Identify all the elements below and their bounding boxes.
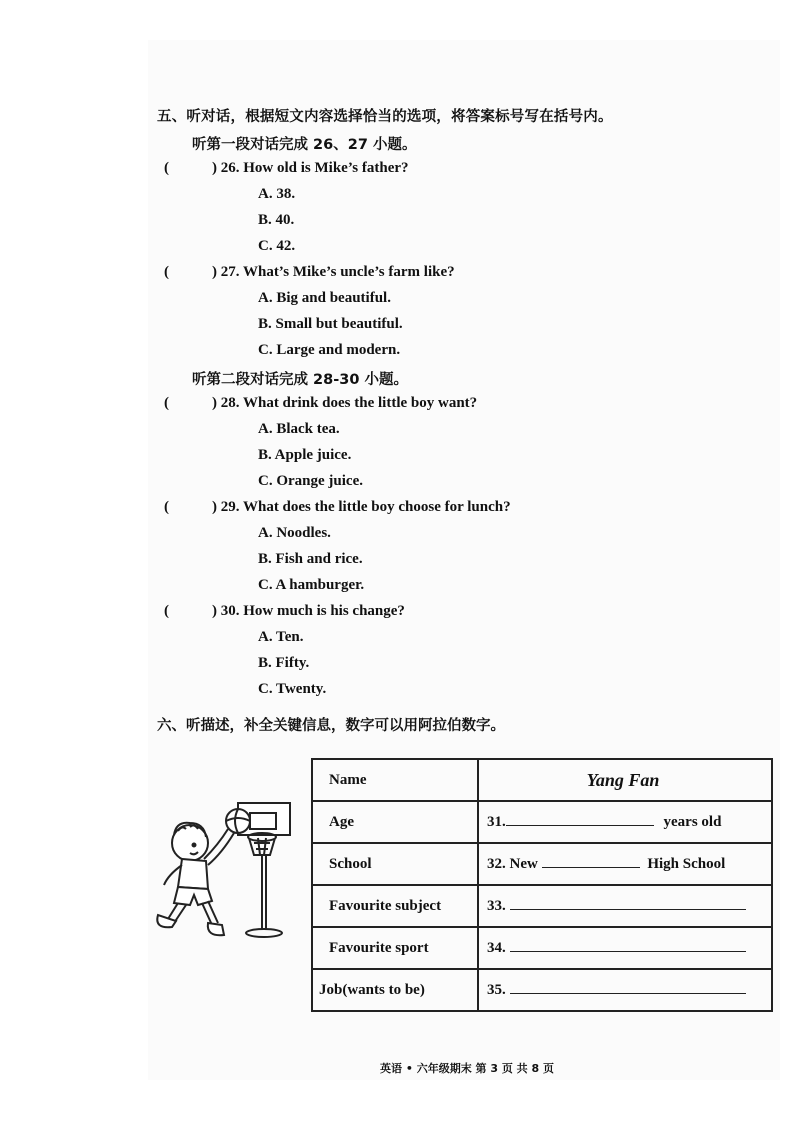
- option-a: A. 38.: [258, 186, 296, 202]
- sport-blank[interactable]: [510, 939, 746, 952]
- question-text: ) 29. What does the little boy choose for lunch?: [212, 499, 511, 515]
- school-suffix: High School: [647, 856, 726, 872]
- option-a: A. Ten.: [258, 629, 304, 645]
- option-c: C. A hamburger.: [258, 577, 365, 593]
- table-row: [312, 927, 772, 969]
- job-label: Job(wants to be): [312, 969, 478, 1011]
- school-blank[interactable]: [542, 855, 640, 868]
- sport-cell: [478, 927, 772, 969]
- table-row: [312, 843, 772, 885]
- section5-title: 五、听对话，根据短文内容选择恰当的选项，将答案标号写在括号内。: [157, 109, 613, 125]
- table-row: [312, 969, 772, 1011]
- answer-bracket[interactable]: (: [164, 603, 169, 619]
- answer-bracket[interactable]: (: [164, 395, 169, 411]
- school-cell: [478, 843, 772, 885]
- job-cell: [478, 969, 772, 1011]
- sport-label: Favourite sport: [312, 927, 478, 969]
- page-footer: 英语 • 六年级期末 第 3 页 共 8 页: [380, 1062, 554, 1075]
- option-c: C. 42.: [258, 238, 296, 254]
- table-row: [312, 801, 772, 843]
- question-text: ) 28. What drink does the little boy want?: [212, 395, 478, 411]
- option-c: C. Orange juice.: [258, 473, 363, 489]
- section6-title: 六、听描述，补全关键信息，数字可以用阿拉伯数字。: [157, 718, 505, 734]
- part2-title: 听第二段对话完成 28-30 小题。: [192, 372, 408, 388]
- option-a: A. Noodles.: [258, 525, 331, 541]
- info-table: [311, 758, 773, 1012]
- question-text: ) 26. How old is Mike’s father?: [212, 160, 409, 176]
- table-row: [312, 759, 772, 801]
- subject-blank[interactable]: [510, 897, 746, 910]
- age-blank[interactable]: [506, 813, 654, 826]
- basketball-boy-illustration: [150, 795, 300, 955]
- school-label: School: [312, 843, 478, 885]
- age-cell: [478, 801, 772, 843]
- age-number: 31.: [487, 814, 506, 830]
- job-blank[interactable]: [510, 981, 746, 994]
- answer-bracket[interactable]: (: [164, 160, 169, 176]
- name-value: Yang Fan: [586, 769, 660, 790]
- job-number: 35.: [487, 982, 506, 998]
- option-a: A. Black tea.: [258, 421, 340, 437]
- option-b: B. Fish and rice.: [258, 551, 363, 567]
- option-b: B. Apple juice.: [258, 447, 352, 463]
- table-row: [312, 885, 772, 927]
- option-b: B. 40.: [258, 212, 295, 228]
- option-a: A. Big and beautiful.: [258, 290, 391, 306]
- option-c: C. Twenty.: [258, 681, 327, 697]
- subject-number: 33.: [487, 898, 506, 914]
- question-text: ) 30. How much is his change?: [212, 603, 405, 619]
- question-text: ) 27. What’s Mike’s uncle’s farm like?: [212, 264, 455, 280]
- name-label: Name: [312, 759, 478, 801]
- option-b: B. Small but beautiful.: [258, 316, 403, 332]
- age-label: Age: [312, 801, 478, 843]
- name-cell: [478, 759, 772, 801]
- answer-bracket[interactable]: (: [164, 264, 169, 280]
- answer-bracket[interactable]: (: [164, 499, 169, 515]
- sport-number: 34.: [487, 940, 506, 956]
- school-prefix: 32. New: [487, 856, 538, 872]
- age-suffix: years old: [663, 814, 722, 830]
- option-b: B. Fifty.: [258, 655, 310, 671]
- part1-title: 听第一段对话完成 26、27 小题。: [192, 137, 417, 153]
- subject-cell: [478, 885, 772, 927]
- option-c: C. Large and modern.: [258, 342, 401, 358]
- subject-label: Favourite subject: [312, 885, 478, 927]
